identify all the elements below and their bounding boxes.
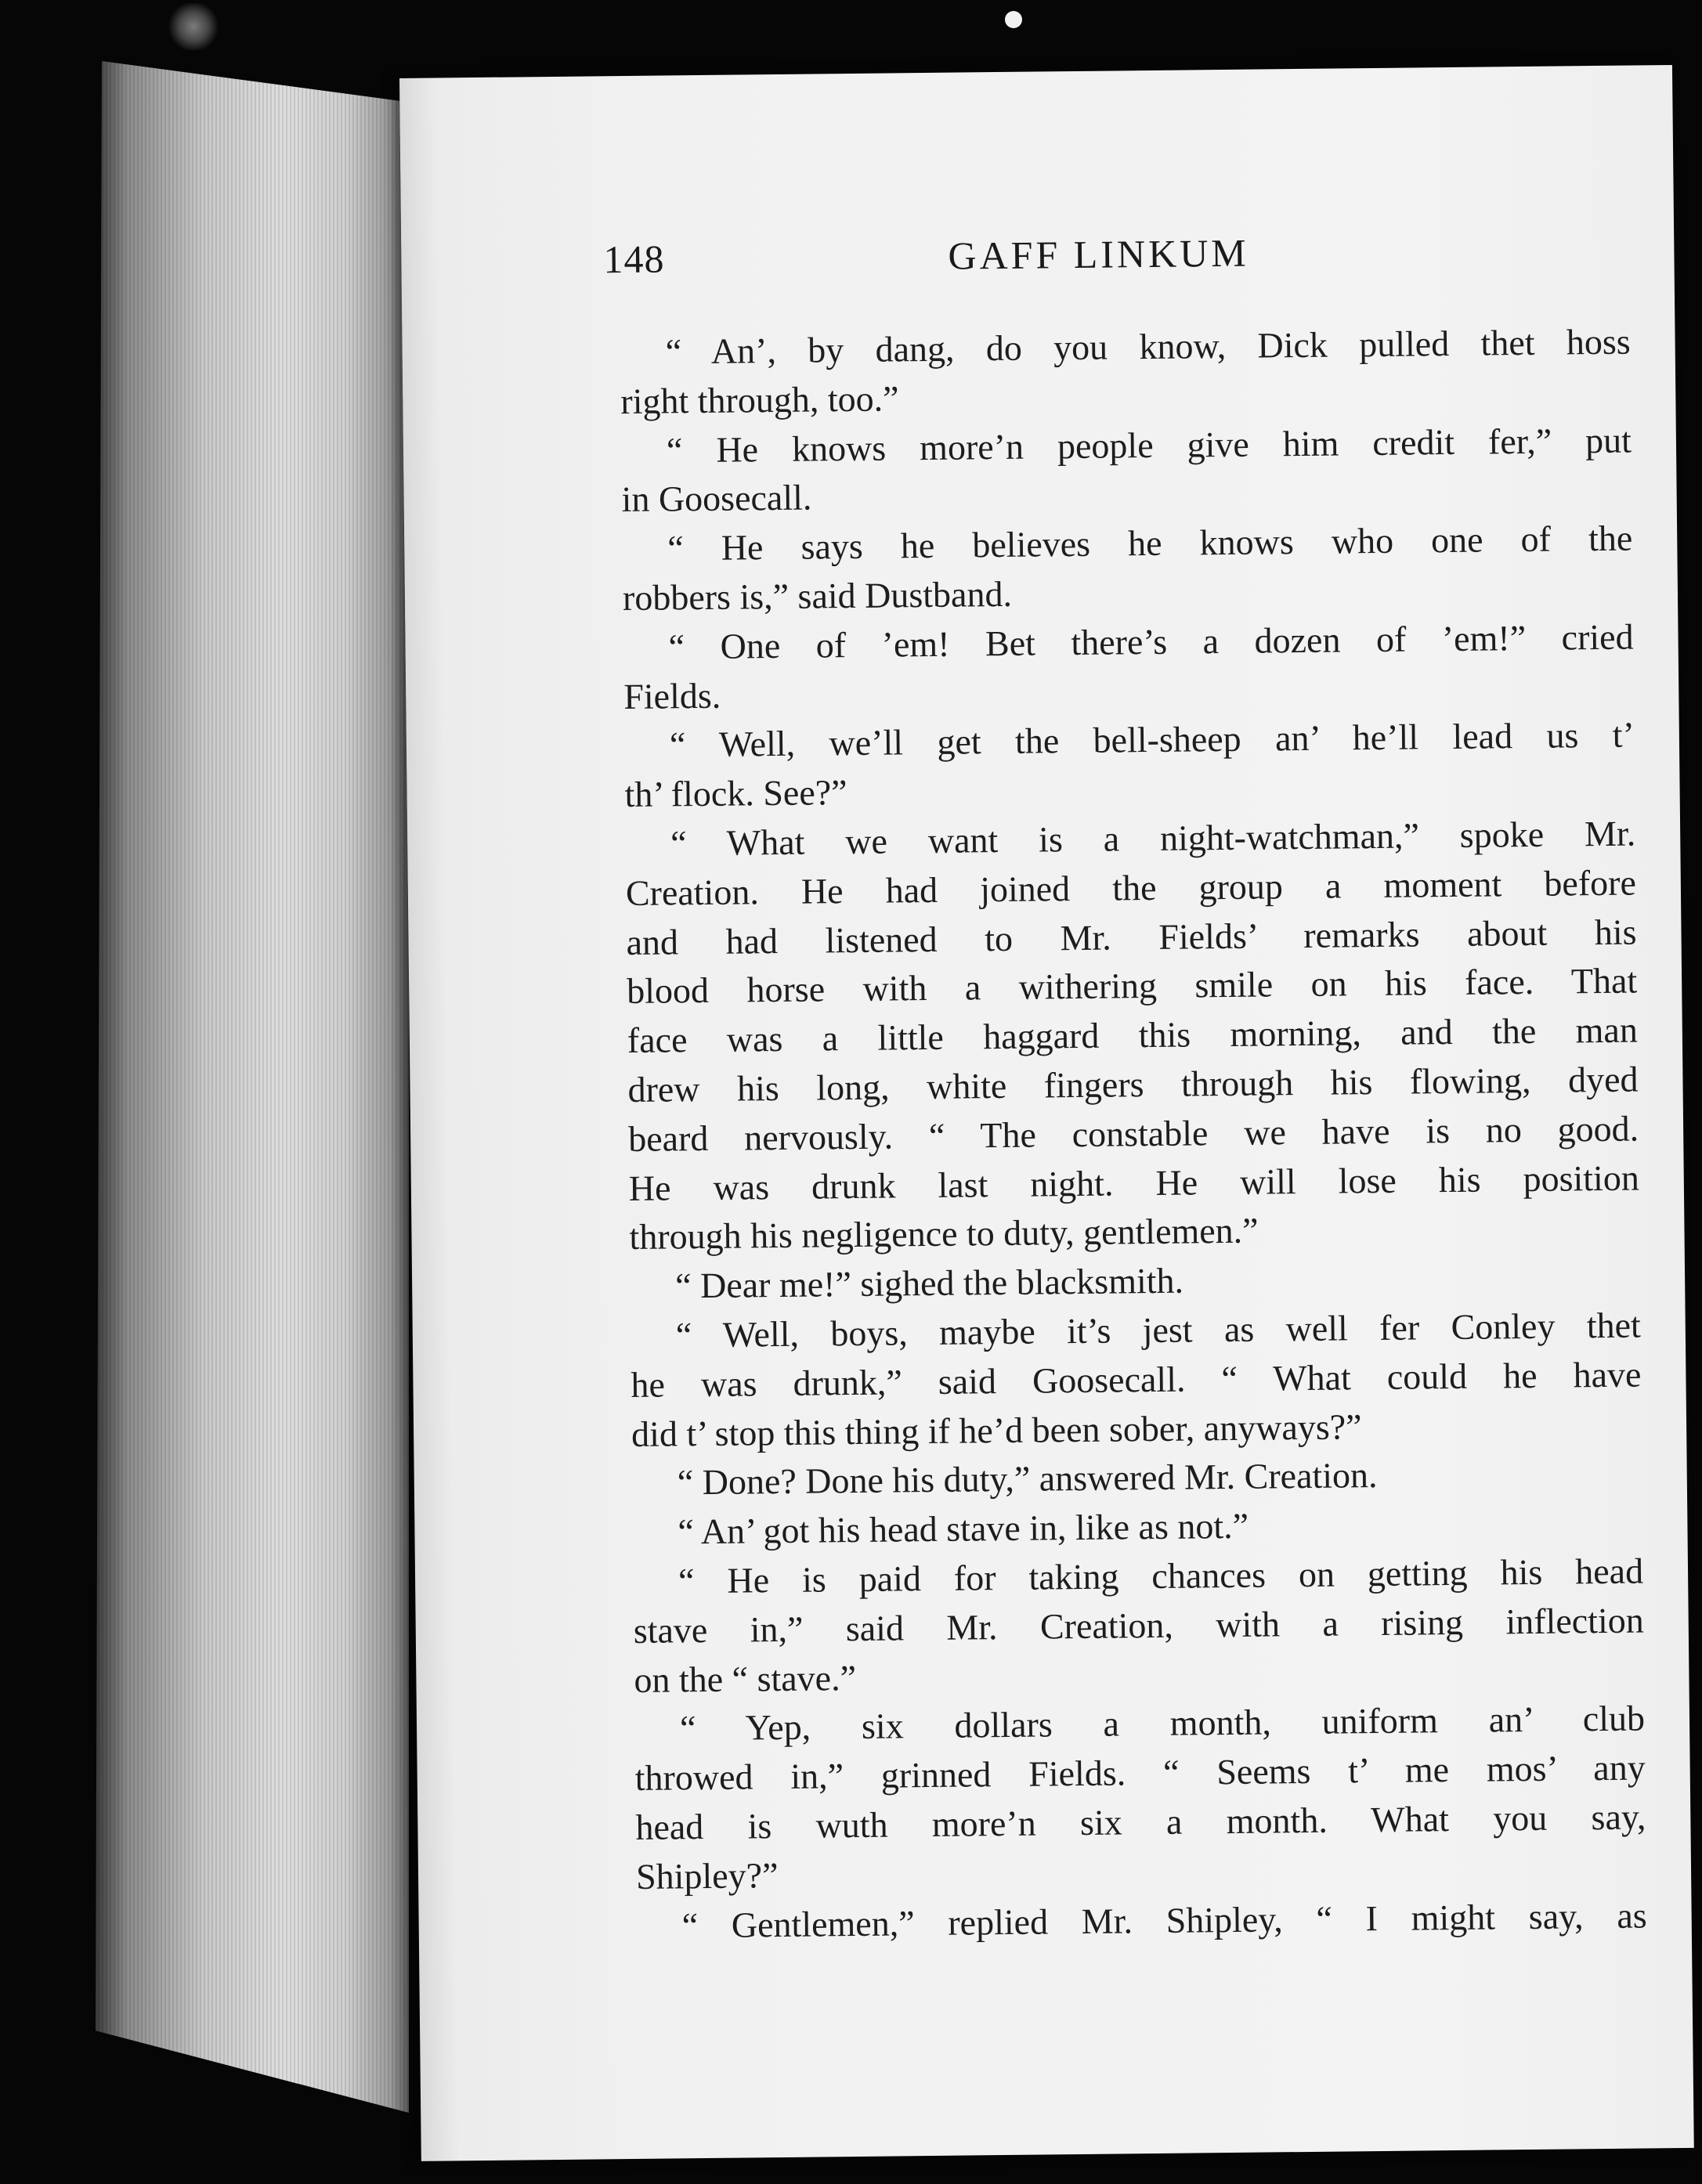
text-line: did t’ stop this thing if he’d been sober, anyways?” [631,1406,1362,1454]
text-line: stave in,” said Mr. Creation, with a rising inflection [633,1600,1644,1651]
text-line: “ Well, we’ll get the bell-sheep an’ he’ll lead us t’ [669,714,1635,765]
text-line: “ He knows more’n people give him credit fer,” put [666,420,1632,471]
scan-corner-mark [166,3,221,50]
text-line: He was drunk last night. He will lose his position [628,1157,1640,1208]
text-line: “ Gentlemen,” replied Mr. Shipley, “ I might say, as [681,1894,1647,1945]
text-line: “ Well, boys, maybe it’s jest as well fer Conley thet [675,1305,1642,1356]
text-line: and had listened to Mr. Fields’ remarks about his [626,912,1637,962]
text-line: “ Dear me!” sighed the blacksmith. [674,1260,1184,1306]
text-line: th’ flock. See?” [624,772,847,815]
scan-dust-mark [1005,11,1022,28]
text-line: robbers is,” said Dustband. [622,573,1013,619]
text-line: drew his long, white fingers through his flowing, dyed [627,1059,1639,1110]
text-line: he was drunk,” said Goosecall. “ What could he have [631,1354,1642,1405]
text-line: throwed in,” grinned Fields. “ Seems t’ me mos’ any [634,1747,1646,1799]
text-line: “ An’, by dang, do you know, Dick pulled thet hoss [665,321,1631,372]
text-line: beard nervously. “ The constable we have is no good. [627,1108,1639,1159]
text-line: “ Yep, six dollars a month, uniform an’ club [679,1698,1646,1749]
text-line: right through, too.” [620,378,899,421]
text-line: “ He is paid for taking chances on getting his head [678,1550,1644,1601]
text-line: in Goosecall. [621,477,812,520]
text-line: “ He says he believes he knows who one of the [667,518,1633,569]
text-line: “ An’ got his head stave in, like as not.” [678,1505,1249,1552]
text-line: through his negligence to duty, gentlemen.” [629,1210,1259,1258]
text-line: head is wuth more’n six a month. What you say, [635,1796,1646,1847]
page-header [603,226,1700,300]
text-line: “ One of ’em! Bet there’s a dozen of ’em!” cried [668,616,1634,667]
text-line: Fields. [623,675,721,717]
text-line: blood horse with a withering smile on his face. That [626,960,1638,1012]
page-number: 148 [603,236,665,282]
body-text [620,318,1647,1951]
text-line: Creation. He had joined the group a moment before [625,862,1637,913]
text-line: “ What we want is a night-watchman,” spoke Mr. [670,813,1636,864]
printed-page [399,65,1694,2161]
text-line: Shipley?” [635,1854,779,1897]
text-line: face was a little haggard this morning, and the man [627,1009,1639,1061]
book-page-edges [96,61,409,2113]
running-title: GAFF LINKUM [948,230,1249,278]
text-line: “ Done? Done his duty,” answered Mr. Creation. [677,1455,1378,1503]
text-line: on the “ stave.” [634,1657,857,1700]
